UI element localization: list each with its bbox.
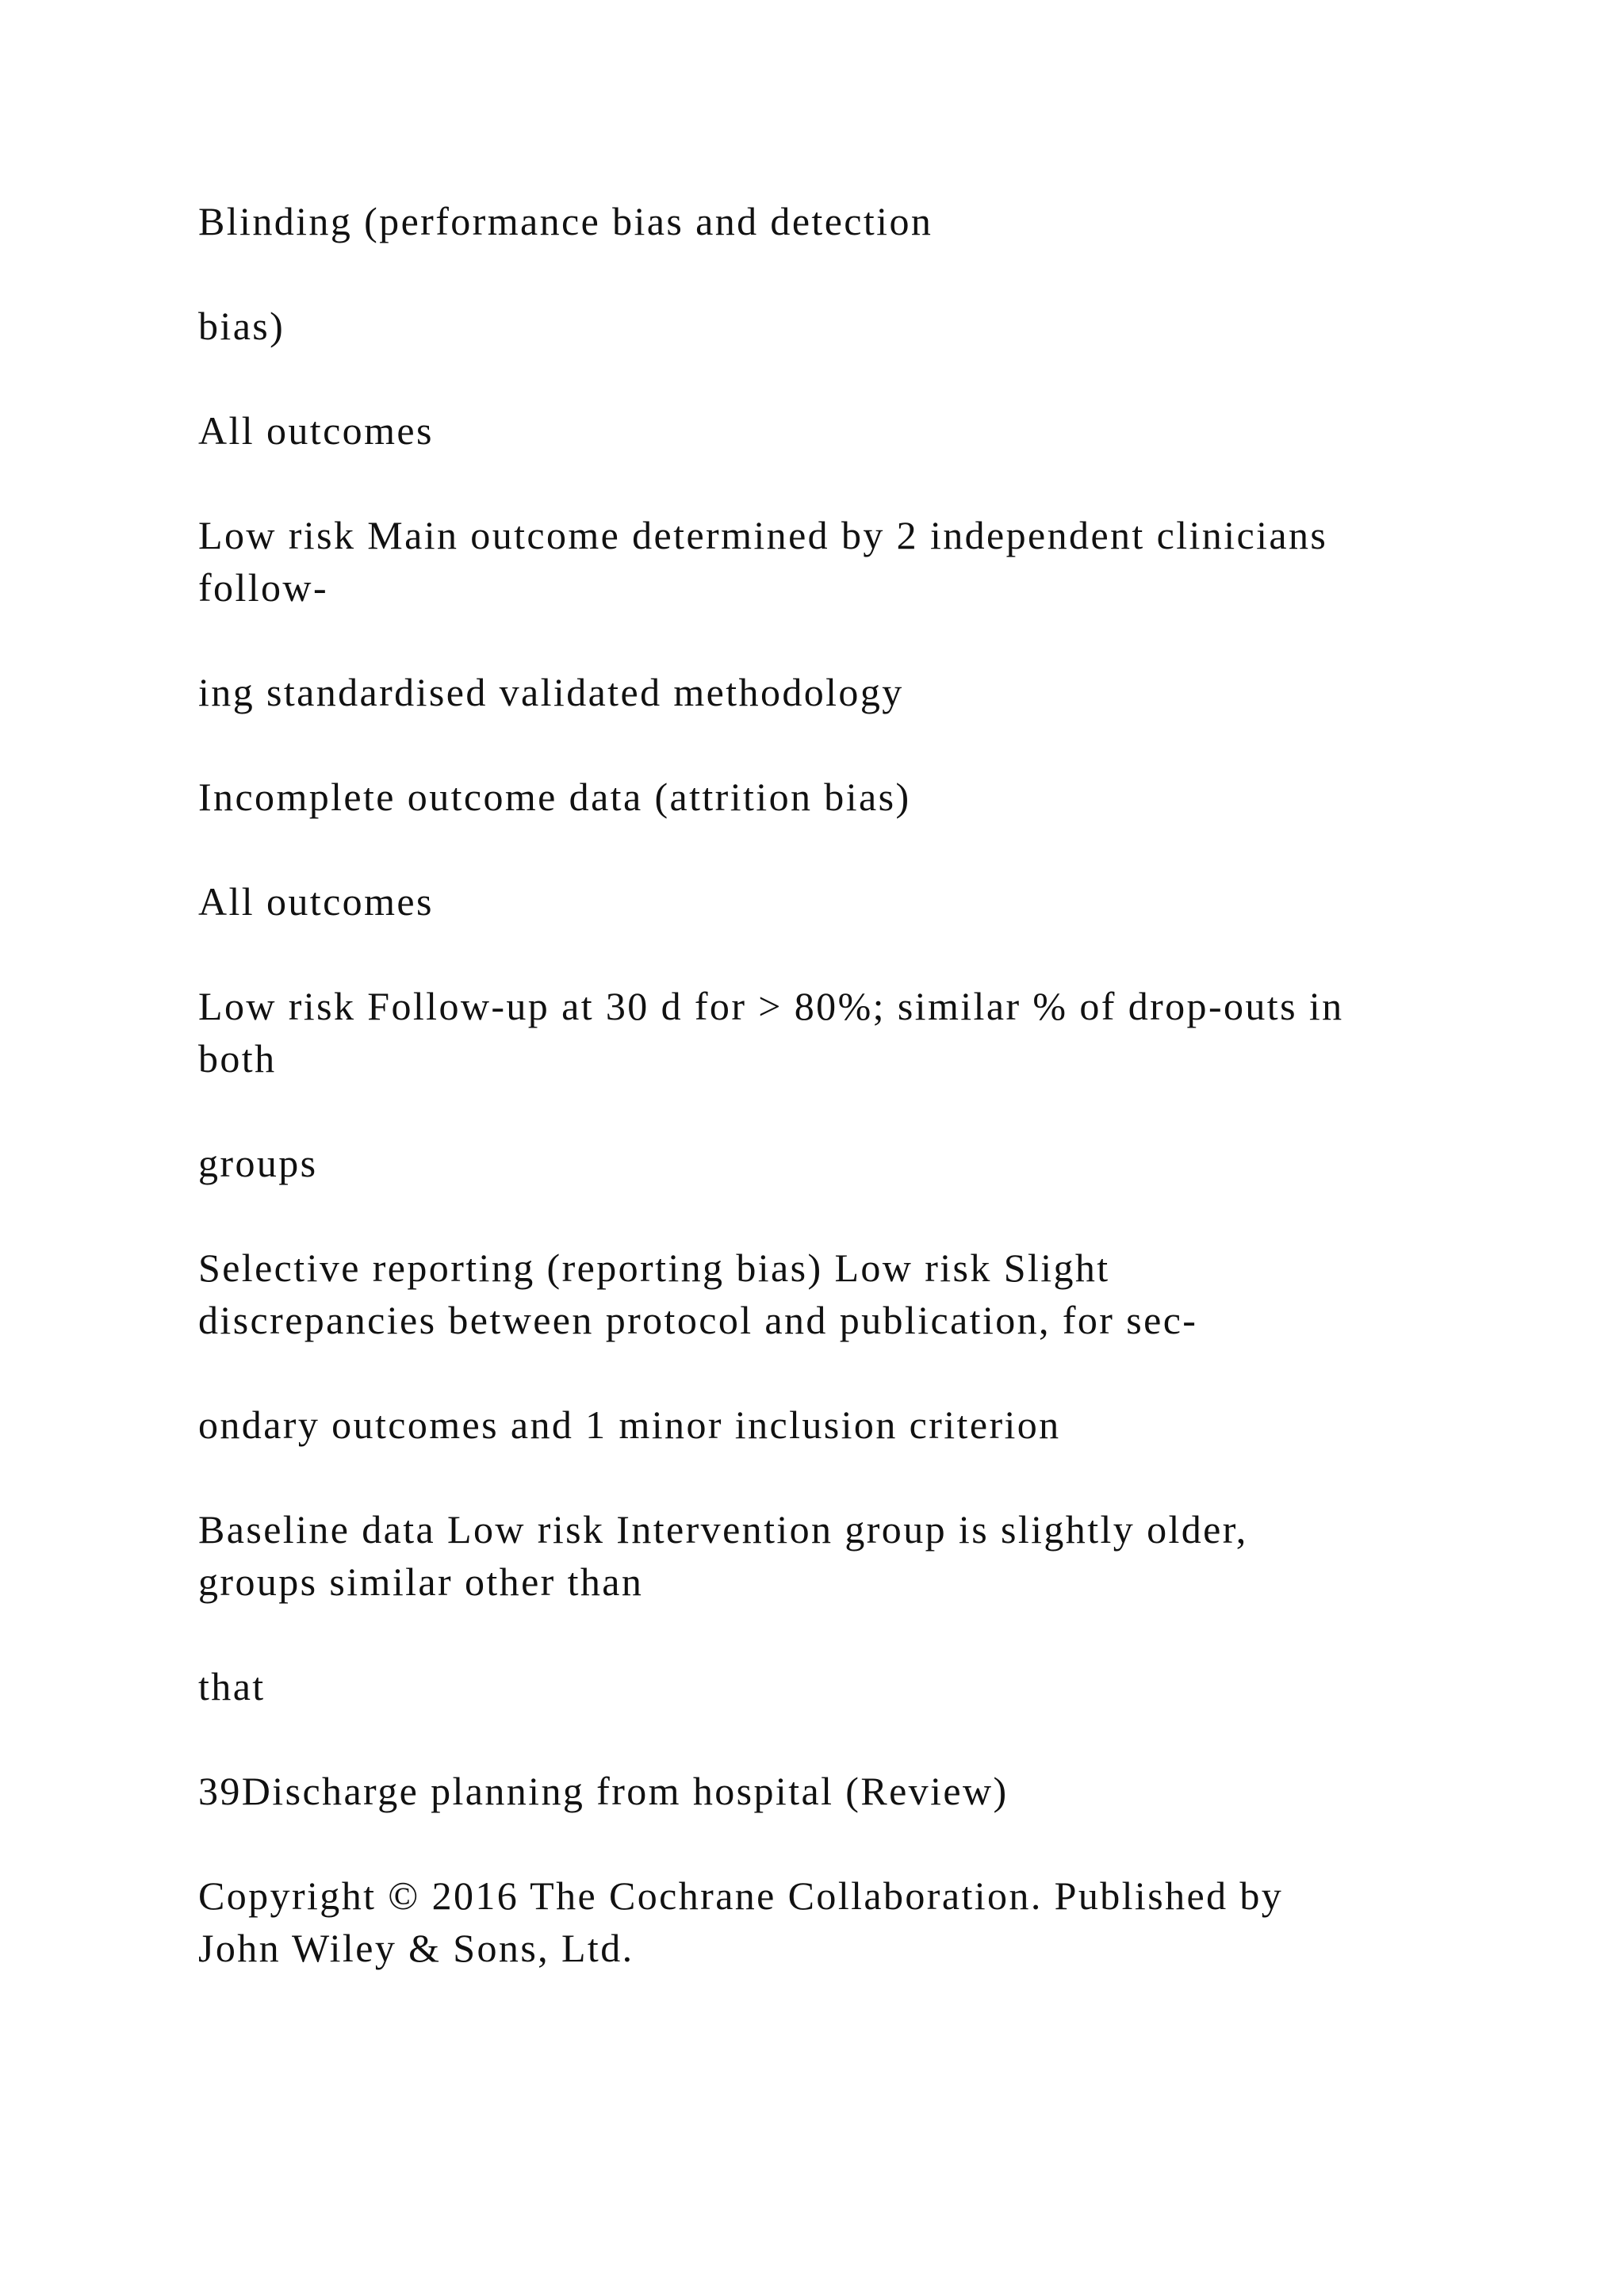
paragraph-baseline-data: Baseline data Low risk Intervention group is slightly older, groups similar other than (198, 1507, 1248, 1604)
paragraph-attrition-judgement-cont: groups (198, 1141, 318, 1185)
paragraph-all-outcomes-1: All outcomes (198, 408, 434, 453)
paragraph-selective-reporting: Selective reporting (reporting bias) Low risk Slight discrepancies between protocol and publication, for sec- (198, 1246, 1198, 1342)
paragraph-selective-reporting-cont: ondary outcomes and 1 minor inclusion criterion (198, 1402, 1061, 1447)
paragraph-baseline-data-cont: that (198, 1664, 266, 1709)
paragraph-blinding-judgement-cont: ing standardised validated methodology (198, 670, 904, 714)
paragraph-attrition-heading: Incomplete outcome data (attrition bias) (198, 775, 911, 819)
paragraph-blinding-judgement: Low risk Main outcome determined by 2 independent clinicians follow- (198, 513, 1328, 610)
paragraph-attrition-judgement: Low risk Follow-up at 30 d for > 80%; similar % of drop-outs in both (198, 984, 1344, 1081)
paragraph-all-outcomes-2: All outcomes (198, 879, 434, 924)
page-footer-title: 39Discharge planning from hospital (Review) (198, 1769, 1009, 1813)
copyright-notice: Copyright © 2016 The Cochrane Collaboration. Published by John Wiley & Sons, Ltd. (198, 1873, 1284, 1970)
paragraph-blinding-heading-cont: bias) (198, 304, 285, 348)
paragraph-blinding-heading: Blinding (performance bias and detection (198, 199, 933, 243)
